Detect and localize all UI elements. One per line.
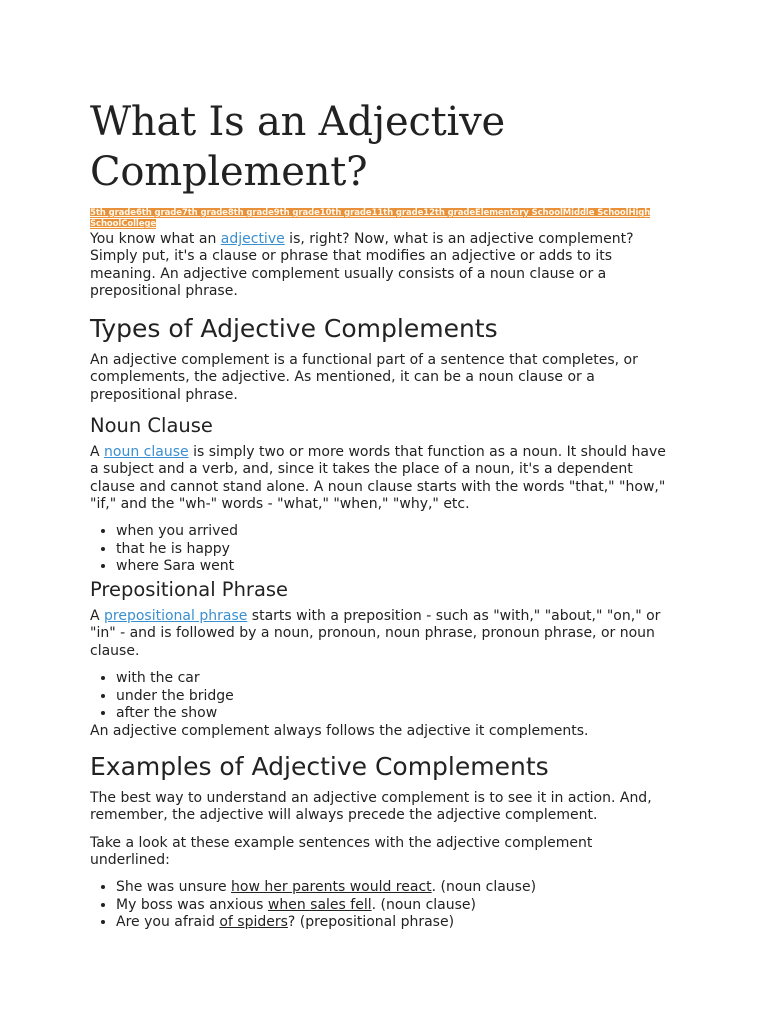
types-heading: Types of Adjective Complements — [90, 314, 498, 344]
list-item — [116, 879, 672, 897]
example-underlined: of spiders — [219, 914, 288, 931]
grade-tags-link[interactable]: 5th grade6th grade7th grade8th grade9th grade10th grade11th grade12th gradeElementary SchoolMiddle SchoolHigh SchoolCollege — [90, 208, 651, 229]
examples-paragraph-1: The best way to understand an adjective complement is to see it in action. And, remember, the adjective will always precede the adjective complement. — [90, 790, 652, 824]
list-item: • when you arrived — [116, 523, 672, 541]
prep-phrase-heading: Prepositional Phrase — [90, 578, 289, 602]
types-paragraph: An adjective complement is a functional part of a sentence that completes, or complements, the adjective. As mentioned, it can be a noun clause or a prepositional phrase. — [90, 352, 638, 403]
prep-phrase-paragraph — [90, 608, 672, 660]
grade-tags[interactable] — [90, 208, 665, 230]
example-underlined: how her parents would react — [231, 879, 432, 896]
noun-clause-pre: A — [90, 444, 105, 461]
examples-paragraph-2: Take a look at these example sentences with the adjective complement underlined: — [90, 834, 593, 868]
example-underlined: when sales fell — [267, 896, 372, 913]
list-item: • that he is happy — [116, 541, 672, 559]
prep-phrase-pre: A — [90, 608, 105, 625]
example-post: . (noun clause) — [371, 896, 476, 913]
list-item: • under the bridge — [116, 688, 672, 706]
examples-list — [90, 879, 672, 932]
noun-clause-paragraph — [90, 444, 672, 513]
example-post: ? (prepositional phrase) — [287, 914, 455, 931]
intro-post: is, right? Now, what is an adjective complement? Simply put, it's a clause or phrase that modifies an adjective or adds to its meaning. An adjective complement usually consists of a noun clause or a prepositional phrase. — [90, 231, 634, 299]
example-pre: She was unsure — [116, 879, 232, 896]
adjective-link[interactable]: adjective — [220, 231, 285, 247]
list-item: • where Sara went — [116, 558, 672, 576]
examples-heading: Examples of Adjective Complements — [90, 752, 549, 782]
example-pre: My boss was anxious — [116, 896, 268, 913]
list-item: • with the car — [116, 670, 672, 688]
prep-phrase-list — [90, 670, 672, 723]
intro-paragraph — [90, 231, 672, 300]
list-item — [116, 897, 672, 915]
list-item: • after the show — [116, 705, 672, 723]
example-post: . (noun clause) — [431, 879, 537, 896]
prep-phrase-post: starts with a preposition - such as "with," "about," "on," or "in" - and is followed by a noun, pronoun, noun phrase, pronoun phrase, or noun clause. — [90, 608, 661, 659]
noun-clause-heading: Noun Clause — [90, 414, 213, 438]
intro-pre: You know what an — [90, 231, 221, 247]
noun-clause-list — [90, 523, 672, 576]
list-item — [116, 914, 672, 932]
noun-clause-link[interactable]: noun clause — [104, 444, 189, 461]
example-pre: Are you afraid — [116, 914, 220, 931]
page-title: What Is an Adjective Complement? — [90, 99, 505, 195]
noun-clause-post: is simply two or more words that function as a noun. It should have a subject and a verb, and, since it takes the place of a noun, it's a dependent clause and cannot stand alone. A noun clause starts with the words "that," "how," "if," and the "wh-" words - "what," "when," "why," etc. — [90, 444, 666, 512]
prepositional-phrase-link[interactable]: prepositional phrase — [104, 608, 248, 625]
prep-phrase-note: An adjective complement always follows the adjective it complements. — [90, 722, 589, 739]
